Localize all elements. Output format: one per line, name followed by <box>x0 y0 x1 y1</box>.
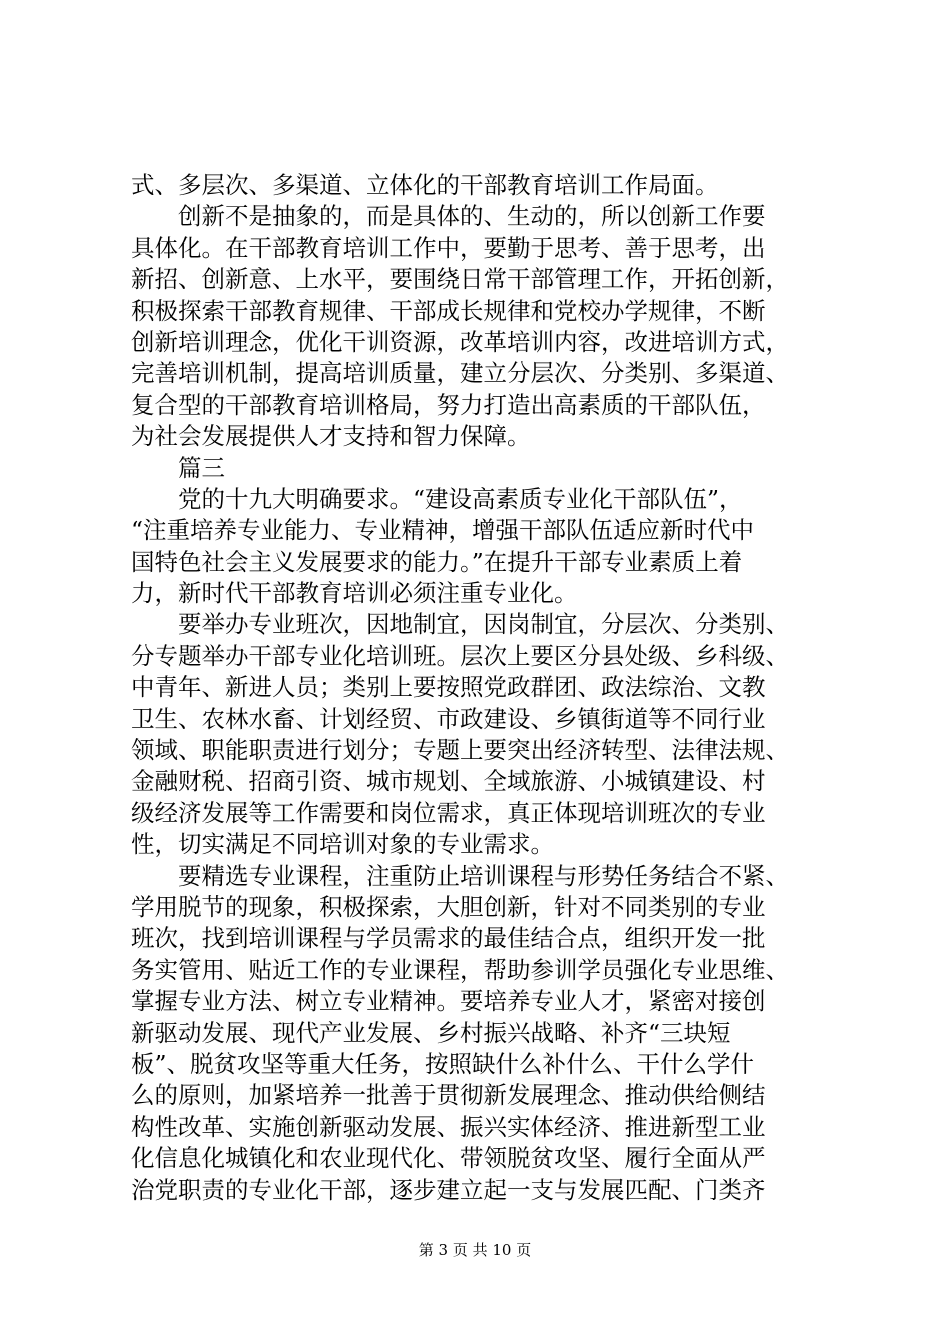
text-line: 领域、职能职责进行划分；专题上要突出经济转型、法律法规、 <box>131 736 789 765</box>
text-line: 复合型的干部教育培训格局，努力打造出高素质的干部队伍， <box>131 390 766 419</box>
text-line: 党的十九大明确要求。“建设高素质专业化干部队伍”， <box>178 484 743 513</box>
text-line: 要举办专业班次，因地制宜，因岗制宜，分层次、分类别、 <box>178 610 789 639</box>
text-line: 式、多层次、多渠道、立体化的干部教育培训工作局面。 <box>131 171 719 199</box>
text-line: “注重培养专业能力、专业精神，增强干部队伍适应新时代中 <box>131 516 755 545</box>
text-line: 创新培训理念，优化干训资源，改革培训内容，改进培训方式， <box>131 327 789 356</box>
text-line: 么的原则，加紧培养一批善于贯彻新发展理念、推动供给侧结 <box>131 1081 766 1110</box>
text-line: 篇三 <box>178 453 225 482</box>
text-line: 板”、脱贫攻坚等重大任务，按照缺什么补什么、干什么学什 <box>131 1049 755 1078</box>
text-line: 学用脱节的现象，积极探索，大胆创新，针对不同类别的专业 <box>131 892 766 921</box>
page-footer: 第 3 页 共 10 页 <box>418 1241 532 1259</box>
text-line: 中青年、新进人员；类别上要按照党政群团、政法综治、文教 <box>131 673 766 702</box>
text-line: 要精选专业课程，注重防止培训课程与形势任务结合不紧、 <box>178 861 789 890</box>
text-line: 构性改革、实施创新驱动发展、振兴实体经济、推进新型工业 <box>131 1112 766 1141</box>
text-line: 积极探索干部教育规律、干部成长规律和党校办学规律，不断 <box>131 296 766 325</box>
text-line: 为社会发展提供人才支持和智力保障。 <box>131 422 531 451</box>
document-body <box>131 170 827 1206</box>
text-line: 治党职责的专业化干部，逐步建立起一支与发展匹配、门类齐 <box>131 1175 766 1204</box>
text-line: 级经济发展等工作需要和岗位需求，真正体现培训班次的专业 <box>131 798 766 827</box>
text-line: 班次，找到培训课程与学员需求的最佳结合点，组织开发一批 <box>131 924 766 953</box>
text-line: 新招、创新意、上水平，要围绕日常干部管理工作，开拓创新， <box>131 265 789 294</box>
text-line: 务实管用、贴近工作的专业课程，帮助参训学员强化专业思维、 <box>131 955 789 984</box>
text-line: 新驱动发展、现代产业发展、乡村振兴战略、补齐“三块短 <box>131 1018 731 1047</box>
text-line: 国特色社会主义发展要求的能力。”在提升干部专业素质上着 <box>131 547 743 576</box>
text-line: 创新不是抽象的，而是具体的、生动的，所以创新工作要 <box>178 202 766 231</box>
text-line: 金融财税、招商引资、城市规划、全域旅游、小城镇建设、村 <box>131 767 766 796</box>
text-line: 性，切实满足不同培训对象的专业需求。 <box>131 830 554 859</box>
text-line: 卫生、农林水畜、计划经贸、市政建设、乡镇街道等不同行业 <box>131 704 766 733</box>
text-line: 化信息化城镇化和农业现代化、带领脱贫攻坚、履行全面从严 <box>131 1144 766 1173</box>
text-line: 力，新时代干部教育培训必须注重专业化。 <box>131 579 578 608</box>
text-line: 掌握专业方法、树立专业精神。要培养专业人才，紧密对接创 <box>131 987 766 1016</box>
text-line: 具体化。在干部教育培训工作中，要勤于思考、善于思考，出 <box>131 233 766 262</box>
text-line: 分专题举办干部专业化培训班。层次上要区分县处级、乡科级、 <box>131 641 789 670</box>
text-line: 完善培训机制，提高培训质量，建立分层次、分类别、多渠道、 <box>131 359 789 388</box>
